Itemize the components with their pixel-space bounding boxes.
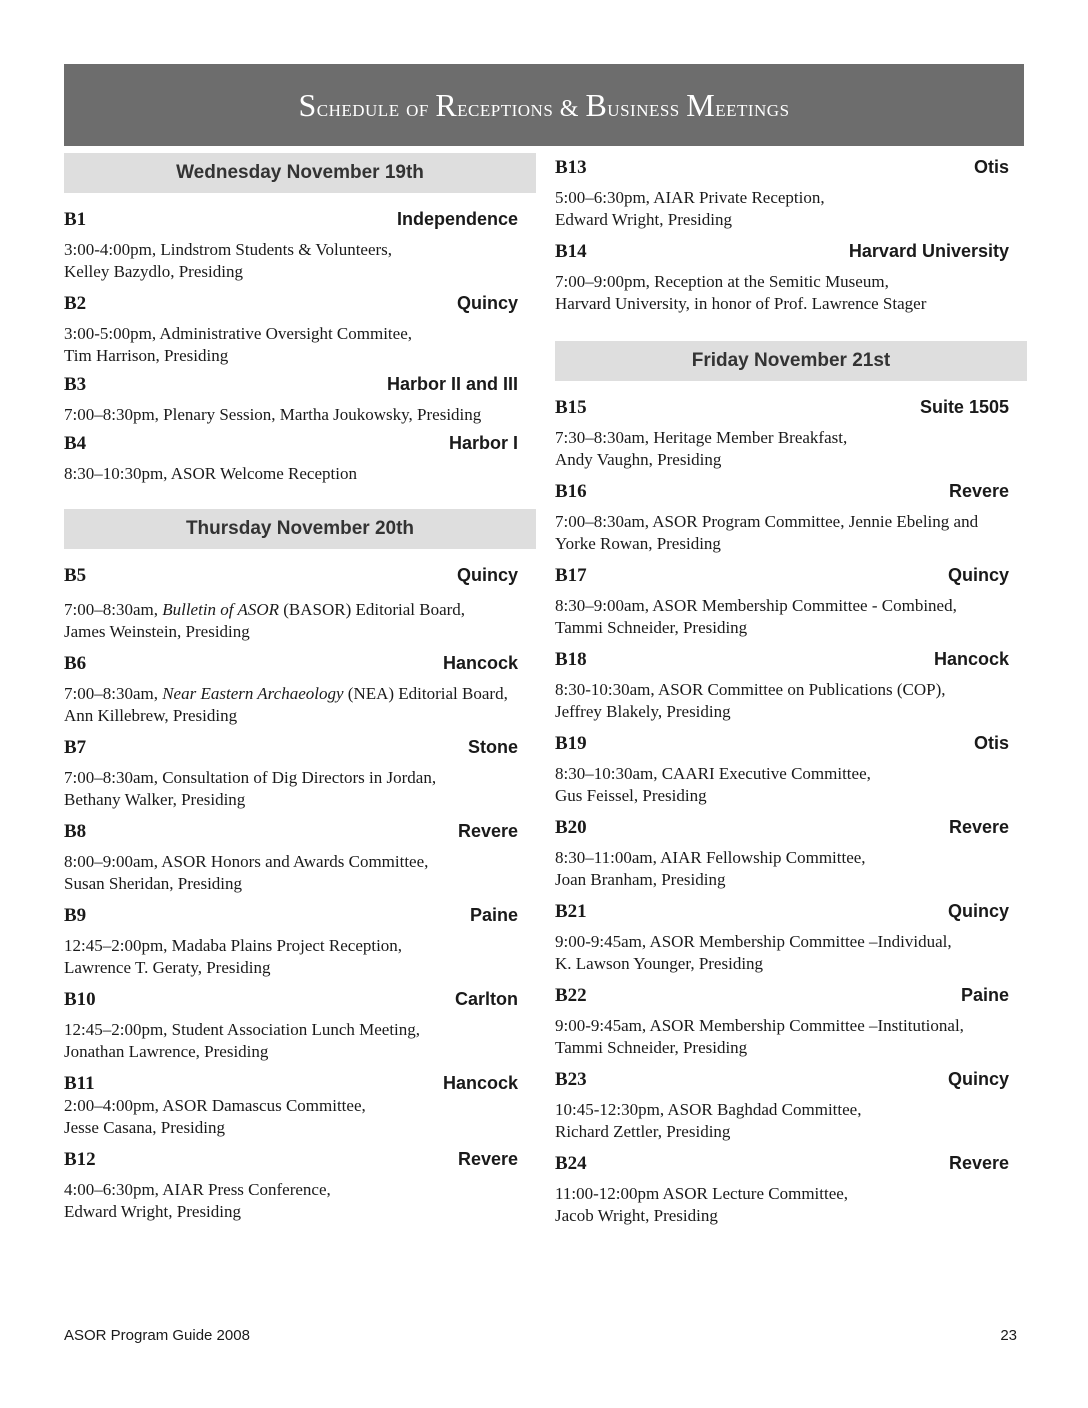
meeting-details	[64, 935, 536, 979]
page-number: 23	[1000, 1327, 1017, 1344]
text-segment: (NEA) Editorial Board,	[343, 684, 508, 703]
meeting-presider-line: Edward Wright, Presiding	[555, 210, 733, 229]
meeting-presider-line: James Weinstein, Presiding	[64, 622, 250, 641]
meeting-time-line	[64, 599, 536, 621]
meeting-details	[555, 763, 1027, 807]
meeting-header	[555, 985, 1027, 1007]
meeting-header	[64, 209, 536, 231]
meeting-code: B3	[64, 374, 87, 395]
meeting-details	[64, 323, 536, 367]
meeting-location: Revere	[948, 1153, 1009, 1173]
day-heading-thursday: Thursday November 20th	[64, 509, 536, 549]
meeting-code: B20	[555, 817, 587, 838]
meeting-presider-line: Kelley Bazydlo, Presiding	[64, 262, 243, 281]
meeting-details	[555, 847, 1027, 891]
title-part: B	[585, 86, 608, 123]
meeting-location: Harbor I	[448, 433, 518, 453]
meeting-presider-line: Jeffrey Blakely, Presiding	[555, 702, 731, 721]
meeting-time-line: 7:00–8:30am, Consultation of Dig Directors in Jordan,	[64, 768, 437, 787]
meeting-header	[555, 565, 1027, 587]
meeting-time-line: 3:00-4:00pm, Lindstrom Students & Volunteers,	[64, 240, 393, 259]
meeting-details	[555, 1015, 1027, 1059]
meeting-code: B24	[555, 1153, 587, 1174]
meeting-location: Paine	[960, 985, 1009, 1005]
publication-title: Bulletin of ASOR	[162, 600, 280, 619]
meeting-location: Otis	[973, 157, 1009, 177]
meeting-header	[555, 481, 1027, 503]
meeting-presider-line: K. Lawson Younger, Presiding	[555, 954, 764, 973]
meeting-code: B4	[64, 433, 87, 454]
meeting-header	[64, 293, 536, 315]
meeting-location: Quincy	[947, 1069, 1009, 1089]
meeting-details	[64, 239, 536, 283]
meeting-header	[555, 157, 1027, 179]
meeting-code: B16	[555, 481, 587, 502]
meeting-presider-line: Tammi Schneider, Presiding	[555, 1038, 748, 1057]
meeting-details	[555, 1183, 1027, 1227]
meeting-time-line: 8:30–10:30pm, ASOR Welcome Reception	[64, 464, 357, 483]
meeting-code: B22	[555, 985, 587, 1006]
meeting-details	[555, 679, 1027, 723]
meeting-time-line: 8:30–10:30am, CAARI Executive Committee,	[555, 764, 871, 783]
title-part: M	[686, 86, 716, 123]
meeting-presider-line: Edward Wright, Presiding	[64, 1202, 242, 1221]
meeting-presider-line: Joan Branham, Presiding	[555, 870, 726, 889]
meeting-time-line: 7:30–8:30am, Heritage Member Breakfast,	[555, 428, 848, 447]
meeting-header	[555, 1153, 1027, 1175]
meeting-presider-line: Jonathan Lawrence, Presiding	[64, 1042, 269, 1061]
meeting-header	[555, 241, 1027, 263]
meeting-code: B23	[555, 1069, 587, 1090]
meeting-time-line: 10:45-12:30pm, ASOR Baghdad Committee,	[555, 1100, 862, 1119]
meeting-location: Independence	[396, 209, 518, 229]
meeting-details	[64, 599, 536, 643]
meeting-presider-line: Ann Killebrew, Presiding	[64, 706, 238, 725]
meeting-location: Stone	[467, 737, 518, 757]
meeting-header	[64, 653, 536, 675]
meeting-details	[64, 463, 536, 485]
title-part: chedule of	[316, 95, 436, 122]
meeting-time-line: 2:00–4:00pm, ASOR Damascus Committee,	[64, 1096, 366, 1115]
meeting-time-line: 9:00-9:45am, ASOR Membership Committee –Individual,	[555, 932, 952, 951]
footer-publication-name: ASOR Program Guide 2008	[64, 1327, 250, 1344]
meeting-details	[64, 1095, 536, 1139]
meeting-location: Revere	[948, 817, 1009, 837]
meeting-details	[64, 767, 536, 811]
meeting-details	[555, 595, 1027, 639]
title-part: S	[298, 86, 317, 123]
meeting-code: B6	[64, 653, 87, 674]
meeting-header	[555, 733, 1027, 755]
title-part: eceptions &	[457, 95, 586, 122]
meeting-code: B8	[64, 821, 87, 842]
meeting-details	[64, 404, 536, 426]
meeting-presider-line: Bethany Walker, Presiding	[64, 790, 246, 809]
meeting-details	[555, 187, 1027, 231]
meeting-code: B9	[64, 905, 87, 926]
meeting-presider-line: Tim Harrison, Presiding	[64, 346, 229, 365]
meeting-time-line: 3:00-5:00pm, Administrative Oversight Commitee,	[64, 324, 412, 343]
meeting-location: Quincy	[456, 565, 518, 585]
meeting-location: Quincy	[947, 901, 1009, 921]
meeting-header	[64, 374, 536, 396]
meeting-code: B10	[64, 989, 96, 1010]
title-part: usiness	[607, 95, 687, 122]
meeting-details	[64, 683, 536, 727]
meeting-presider-line: Susan Sheridan, Presiding	[64, 874, 243, 893]
meeting-code: B2	[64, 293, 87, 314]
meeting-location: Quincy	[456, 293, 518, 313]
meeting-details	[555, 1099, 1027, 1143]
meeting-time-line: 5:00–6:30pm, AIAR Private Reception,	[555, 188, 825, 207]
meeting-location: Harvard University	[848, 241, 1009, 261]
meeting-presider-line: Jacob Wright, Presiding	[555, 1206, 718, 1225]
meeting-presider-line: Gus Feissel, Presiding	[555, 786, 707, 805]
meeting-presider-line: Richard Zettler, Presiding	[555, 1122, 731, 1141]
text-segment: 7:00–8:30am,	[64, 600, 163, 619]
meeting-location: Revere	[457, 1149, 518, 1169]
meeting-time-line: 8:30–9:00am, ASOR Membership Committee - Combined,	[555, 596, 957, 615]
title-part: eetings	[715, 95, 790, 122]
text-segment: (BASOR) Editorial Board,	[279, 600, 466, 619]
meeting-presider-line: Tammi Schneider, Presiding	[555, 618, 748, 637]
meeting-time-line: 9:00-9:45am, ASOR Membership Committee –Institutional,	[555, 1016, 964, 1035]
meeting-code: B13	[555, 157, 587, 178]
meeting-header	[64, 1073, 536, 1095]
meeting-header	[555, 397, 1027, 419]
meeting-details	[64, 1179, 536, 1223]
day-heading-wednesday: Wednesday November 19th	[64, 153, 536, 193]
meeting-time-line: 7:00–8:30pm, Plenary Session, Martha Joukowsky, Presiding	[64, 405, 482, 424]
meeting-location: Hancock	[442, 653, 518, 673]
meeting-code: B19	[555, 733, 587, 754]
meeting-code: B12	[64, 1149, 96, 1170]
right-column	[555, 153, 1027, 1227]
meeting-details	[64, 851, 536, 895]
meeting-code: B15	[555, 397, 587, 418]
meeting-header	[555, 817, 1027, 839]
meeting-header	[64, 565, 536, 587]
day-heading-friday: Friday November 21st	[555, 341, 1027, 381]
meeting-header	[64, 1149, 536, 1171]
meeting-location: Suite 1505	[919, 397, 1009, 417]
meeting-time-line: 7:00–9:00pm, Reception at the Semitic Museum,	[555, 272, 889, 291]
title-part: R	[435, 86, 458, 123]
meeting-time-line: 8:00–9:00am, ASOR Honors and Awards Committee,	[64, 852, 429, 871]
text-segment: 7:00–8:30am,	[64, 684, 163, 703]
meeting-code: B7	[64, 737, 87, 758]
meeting-header	[64, 989, 536, 1011]
meeting-code: B1	[64, 209, 87, 230]
meeting-details	[555, 931, 1027, 975]
meeting-time-line: 12:45–2:00pm, Student Association Lunch Meeting,	[64, 1020, 421, 1039]
meeting-details	[64, 1019, 536, 1063]
meeting-header	[64, 433, 536, 455]
meeting-presider-line: Yorke Rowan, Presiding	[555, 534, 721, 553]
meeting-presider-line: Jesse Casana, Presiding	[64, 1118, 226, 1137]
meeting-location: Hancock	[933, 649, 1009, 669]
meeting-details	[555, 511, 1027, 555]
meeting-details	[555, 427, 1027, 471]
meeting-location: Hancock	[442, 1073, 518, 1093]
meeting-time-line: 12:45–2:00pm, Madaba Plains Project Reception,	[64, 936, 403, 955]
meeting-time-line: 8:30-10:30am, ASOR Committee on Publications (COP),	[555, 680, 946, 699]
meeting-location: Revere	[948, 481, 1009, 501]
meeting-code: B18	[555, 649, 587, 670]
meeting-presider-line: Lawrence T. Geraty, Presiding	[64, 958, 271, 977]
meeting-details	[555, 271, 1027, 315]
meeting-header	[555, 1069, 1027, 1091]
meeting-header	[555, 649, 1027, 671]
meeting-time-line: 8:30–11:00am, AIAR Fellowship Committee,	[555, 848, 866, 867]
meeting-location: Quincy	[947, 565, 1009, 585]
meeting-header	[64, 905, 536, 927]
meeting-code: B14	[555, 241, 587, 262]
meeting-location: Otis	[973, 733, 1009, 753]
page-title	[298, 87, 789, 124]
meeting-header	[555, 901, 1027, 923]
meeting-header	[64, 821, 536, 843]
meeting-time-line	[64, 683, 536, 705]
meeting-presider-line: Harvard University, in honor of Prof. Lawrence Stager	[555, 294, 927, 313]
publication-title: Near Eastern Archaeology	[162, 684, 344, 703]
meeting-time-line: 4:00–6:30pm, AIAR Press Conference,	[64, 1180, 331, 1199]
left-column	[64, 153, 536, 1223]
meeting-code: B21	[555, 901, 587, 922]
meeting-code: B17	[555, 565, 587, 586]
meeting-time-line: 7:00–8:30am, ASOR Program Committee, Jennie Ebeling and	[555, 512, 979, 531]
meeting-location: Paine	[469, 905, 518, 925]
meeting-presider-line: Andy Vaughn, Presiding	[555, 450, 722, 469]
meeting-time-line: 11:00-12:00pm ASOR Lecture Committee,	[555, 1184, 849, 1203]
meeting-header	[64, 737, 536, 759]
meeting-code: B5	[64, 565, 87, 586]
meeting-code: B11	[64, 1073, 95, 1094]
meeting-location: Harbor II and III	[386, 374, 518, 394]
page-title-banner	[64, 64, 1024, 146]
meeting-location: Revere	[457, 821, 518, 841]
meeting-location: Carlton	[455, 989, 518, 1009]
